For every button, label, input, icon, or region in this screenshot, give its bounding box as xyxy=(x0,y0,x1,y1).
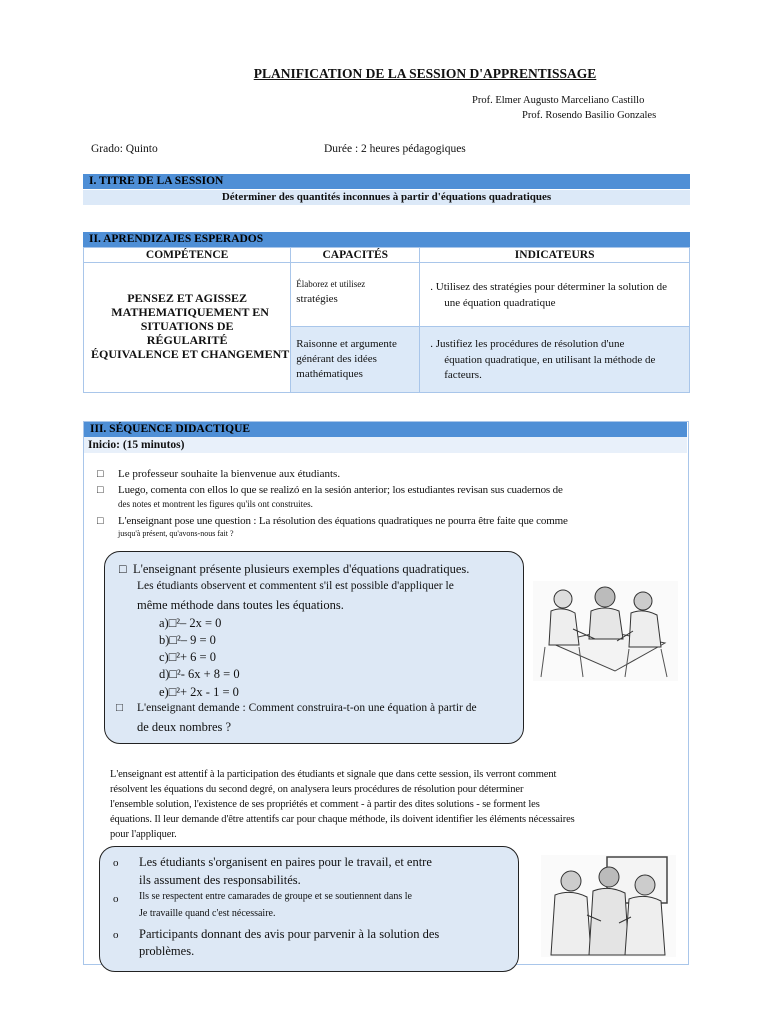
capacity-text: mathématiques xyxy=(296,368,363,380)
duration-label: Durée : 2 heures pédagogiques xyxy=(324,143,466,155)
equation-d: d)□²- 6x + 8 = 0 xyxy=(159,667,240,681)
capacity-1 xyxy=(291,263,420,327)
grade-label: Grado: Quinto xyxy=(91,143,158,155)
section1-heading: I. TITRE DE LA SESSION xyxy=(83,174,690,189)
equation-a: a)□²– 2x = 0 xyxy=(159,616,222,630)
box1-question1: L'enseignant demande : Comment construira-t-on une équation à partir de xyxy=(137,702,477,714)
col-capacites: CAPACITÉS xyxy=(291,248,420,263)
inicio-label: Inicio: (15 minutos) xyxy=(84,437,687,453)
competence-line: PENSEZ ET AGISSEZ xyxy=(127,291,248,305)
paragraph-line: résolvent les équations du second degré, on analysera leurs procédures de résolution pour déterminer xyxy=(110,784,524,795)
bullet-text-2: Luego, comenta con ellos lo que se realizó en la sesión anterior; los estudiantes revisan sus cuadernos de xyxy=(118,484,563,496)
col-competence: COMPÉTENCE xyxy=(84,248,291,263)
section2-heading: II. APRENDIZAJES ESPERADOS xyxy=(83,232,690,247)
circle-bullet-icon: o xyxy=(113,893,119,905)
capacity-text: stratégies xyxy=(296,293,338,305)
indicator-text: . Justifiez les procédures de résolution d'une xyxy=(430,338,625,350)
indicator-1 xyxy=(420,263,690,327)
box1-line1: L'enseignant présente plusieurs exemples d'équations quadratiques. xyxy=(133,562,470,576)
capacity-2 xyxy=(291,327,420,393)
box2-item1b: ils assument des responsabilités. xyxy=(139,873,301,887)
indicator-text: facteurs. xyxy=(444,369,482,381)
paragraph-line: l'ensemble solution, l'existence de ses propriétés et comment - à partir des dites solutions - se forment les xyxy=(110,799,540,810)
bullet-text-3b: jusqu'à présent, qu'avons-nous fait ? xyxy=(118,529,234,538)
competence-line: ÉQUIVALENCE ET CHANGEMENT xyxy=(91,347,290,361)
section3-heading: III. SÉQUENCE DIDACTIQUE xyxy=(84,422,687,437)
box2-item3b: problèmes. xyxy=(139,944,195,958)
box1-question2: de deux nombres ? xyxy=(137,720,232,734)
equation-b: b)□²– 9 = 0 xyxy=(159,633,216,647)
bullet-icon: □ xyxy=(119,562,127,576)
box2-item2b: Je travaille quand c'est nécessaire. xyxy=(139,908,276,919)
competence-line: MATHEMATIQUEMENT EN xyxy=(111,305,269,319)
group-discussion-illustration xyxy=(541,855,676,957)
box1-line3: même méthode dans toutes les équations. xyxy=(137,598,344,612)
competence-cell xyxy=(84,263,291,393)
box2-item1a: Les étudiants s'organisent en paires pour le travail, et entre xyxy=(139,855,432,869)
box1-line2: Les étudiants observent et commentent s'il est possible d'appliquer le xyxy=(137,580,454,592)
indicator-text: une équation quadratique xyxy=(444,297,556,309)
bullet-icon: □ xyxy=(116,702,123,714)
indicator-2 xyxy=(420,327,690,393)
circle-bullet-icon: o xyxy=(113,929,119,941)
prof-name-2: Prof. Rosendo Basilio Gonzales xyxy=(522,110,657,121)
indicator-text: . Utilisez des stratégies pour déterminer la solution de xyxy=(430,281,668,293)
indicator-text: équation quadratique, en utilisant la méthode de xyxy=(444,353,656,366)
bullet-icon: □ xyxy=(97,515,104,527)
prof-name-1: Prof. Elmer Augusto Marceliano Castillo xyxy=(472,95,645,106)
bullet-text-2b: des notes et montrent les figures qu'ils ont construites. xyxy=(118,499,313,509)
box2-item2a: Ils se respectent entre camarades de groupe et se soutiennent dans le xyxy=(139,891,412,902)
circle-bullet-icon: o xyxy=(113,857,119,869)
bullet-text-1: Le professeur souhaite la bienvenue aux étudiants. xyxy=(118,468,341,480)
capacity-text: générant des idées xyxy=(296,353,377,365)
bullet-text-3: L'enseignant pose une question : La résolution des équations quadratiques ne pourra être faite que comme xyxy=(118,515,568,527)
bullet-icon: □ xyxy=(97,484,104,496)
col-indicateurs: INDICATEURS xyxy=(420,248,690,263)
children-table-illustration xyxy=(533,581,678,681)
teacher-paragraph xyxy=(110,767,650,842)
paragraph-line: L'enseignant est attentif à la participation des étudiants et signale que dans cette session, ils verront comment xyxy=(110,769,557,780)
learning-table xyxy=(83,247,690,393)
capacity-text: Élaborez et utilisez xyxy=(296,279,366,289)
competence-line: RÉGULARITÉ xyxy=(146,333,228,347)
bullet-icon: □ xyxy=(97,468,104,480)
capacity-text: Raisonne et argumente xyxy=(296,338,397,350)
box2-item3a: Participants donnant des avis pour parvenir à la solution des xyxy=(139,927,440,941)
equation-e: e)□²+ 2x - 1 = 0 xyxy=(159,685,239,699)
competence-line: SITUATIONS DE xyxy=(140,319,234,333)
paragraph-line: équations. Il leur demande d'être attentifs car pour chaque méthode, ils doivent identifier les éléments nécessaires xyxy=(110,814,575,825)
paragraph-line: pour l'appliquer. xyxy=(110,829,177,840)
session-subtitle: Déterminer des quantités inconnues à partir d'équations quadratiques xyxy=(83,190,690,205)
page-title: PLANIFICATION DE LA SESSION D'APPRENTISSAGE xyxy=(253,66,597,81)
equation-c: c)□²+ 6 = 0 xyxy=(159,650,216,664)
